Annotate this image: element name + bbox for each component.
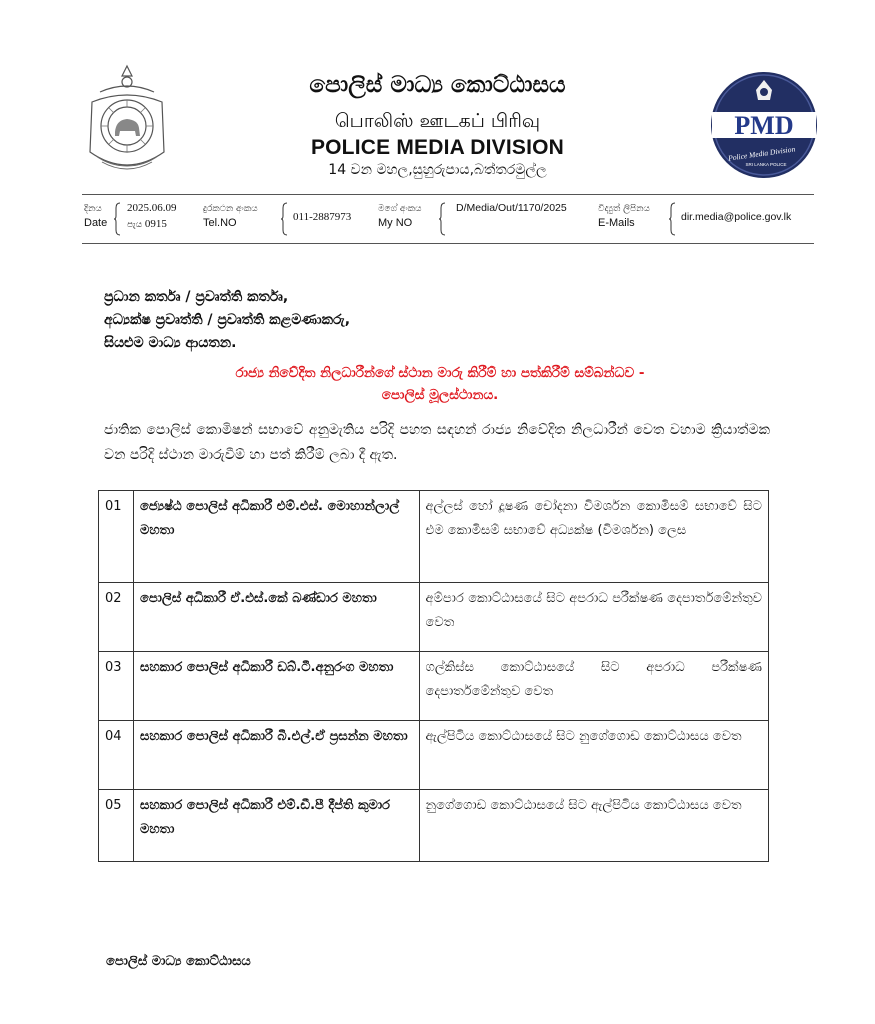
addressee-line: ප්‍රධාන කර්තෘ / ප්‍රවෘත්ති කර්තෘ, <box>104 289 289 305</box>
title-tamil: பொலிஸ் ஊடகப் பிரிவு <box>334 110 541 132</box>
transfer-destination: නුගේගොඩ කොට්ඨාසයේ සිට ඇල්පිටිය කොට්ඨාසය වෙත <box>419 790 768 862</box>
brace-icon <box>438 202 447 236</box>
table-row <box>99 721 769 790</box>
officer-name: පොලිස් අධිකාරී ඒ.එස්.කේ බණ්ඩාර මහතා <box>133 583 419 652</box>
addressee-line: අධ්‍යක්ෂ ප්‍රවෘත්ති / ප්‍රවෘත්ති කළමණාකරු, <box>104 312 351 328</box>
intro-paragraph: ජාතික පොලිස් කොමිෂන් සභාවේ අනුමැතිය පරිදි පහත සඳහන් රාජ්‍ය නිවේදිත නිලධාරීන් වෙත වහාම ක්‍රියාත්මක වන පරිදි ස්ථාන මාරුවීම් හා පත් කිරීම් ලබා දී ඇත. <box>104 422 770 463</box>
pmd-logo-sub-text: SRI LANKA POLICE <box>745 162 787 167</box>
brace-icon <box>280 202 289 236</box>
transfer-destination: ඇල්පිටිය කොට්ඨාසයේ සිට නුගේගොඩ කොට්ඨාසය වෙත <box>419 721 768 790</box>
transfer-destination: අම්පාර කොට්ඨාසයේ සිට අපරාධ පරීක්ෂණ දෙපාර්තමේන්තුව වෙත <box>419 583 768 652</box>
table-row <box>99 583 769 652</box>
row-number: 04 <box>99 721 134 790</box>
row-number: 05 <box>99 790 134 862</box>
table-row <box>99 652 769 721</box>
officer-name: සහකාර පොලිස් අධිකාරී ඩබ්.ටී.අනුරංග මහතා <box>133 652 419 721</box>
myno-label: මගේ අංකය My NO <box>378 204 422 229</box>
address: 14 වන මහල,සුහුරුපාය,බත්තරමුල්ල <box>328 162 547 178</box>
date-label: දිනය Date <box>84 204 108 229</box>
title-english: POLICE MEDIA DIVISION <box>310 136 565 159</box>
time-value: 0915 <box>144 218 167 230</box>
brace-icon <box>113 202 122 236</box>
footer-signature: පොලිස් මාධ්‍ය කොට්ඨාසය <box>106 954 251 969</box>
email-label: විද්‍යුත් ලිපිනය E-Mails <box>598 204 650 229</box>
pmd-logo-text: PMD <box>734 111 794 140</box>
brace-icon <box>668 202 677 236</box>
time-label: පැය <box>127 219 143 229</box>
myno-value: D/Media/Out/1170/2025 <box>456 202 567 214</box>
tel-label: දුරකථන අංකය Tel.NO <box>203 204 258 229</box>
subject-line: රාජ්‍ය නිවේදිත නිලධාරීන්ගේ ස්ථාන මාරු කිරීම් හා පත්කිරීම් සම්බන්ධව - <box>235 365 645 381</box>
row-number: 03 <box>99 652 134 721</box>
addressee-block <box>104 286 350 355</box>
addressee-line: සියළුම මාධ්‍ය ආයතන. <box>104 335 237 351</box>
header-divider-bottom <box>82 243 814 244</box>
transfer-destination: ගල්කිස්ස කොට්ඨාසයේ සිට අපරාධ පරීක්ෂණ දෙපාර්තමේන්තුව වෙත <box>419 652 768 721</box>
row-number: 01 <box>99 491 134 583</box>
table-row <box>99 790 769 862</box>
tel-value: 011-2887973 <box>293 211 352 223</box>
subject-line: පොලිස් මූලස්ථානය. <box>381 387 499 403</box>
transfer-destination: අල්ලස් හෝ දූෂණ චෝදනා විමර්ශන කොමිසම් සභාවේ සිට එම කොමිසම් සභාවේ අධ්‍යක්ෂ (විමර්ශන) ලෙස <box>419 491 768 583</box>
officer-name: සහකාර පොලිස් අධිකාරී බී.එල්.ඒ ප්‍රසන්න මහතා <box>133 721 419 790</box>
time-field <box>127 218 167 230</box>
officer-name: ජ්‍යෙෂ්ඨ පොලිස් අධිකාරී එම්.එස්. මොහාන්ලාල් මහතා <box>133 491 419 583</box>
pmd-logo-ring-text: Police Media Division <box>727 144 796 163</box>
date-value: 2025.06.09 <box>127 202 177 214</box>
row-number: 02 <box>99 583 134 652</box>
table-row <box>99 491 769 583</box>
subject-heading <box>140 362 740 406</box>
officer-name: සහකාර පොලිස් අධිකාරී එම්.ඩී.පී දීප්ති කුමාර මහතා <box>133 790 419 862</box>
header-divider-top <box>82 194 814 195</box>
transfers-table <box>98 490 769 862</box>
email-value[interactable]: dir.media@police.gov.lk <box>681 211 792 223</box>
title-sinhala: පොලිස් මාධ්‍ය කොට්ඨාසය <box>309 72 566 98</box>
